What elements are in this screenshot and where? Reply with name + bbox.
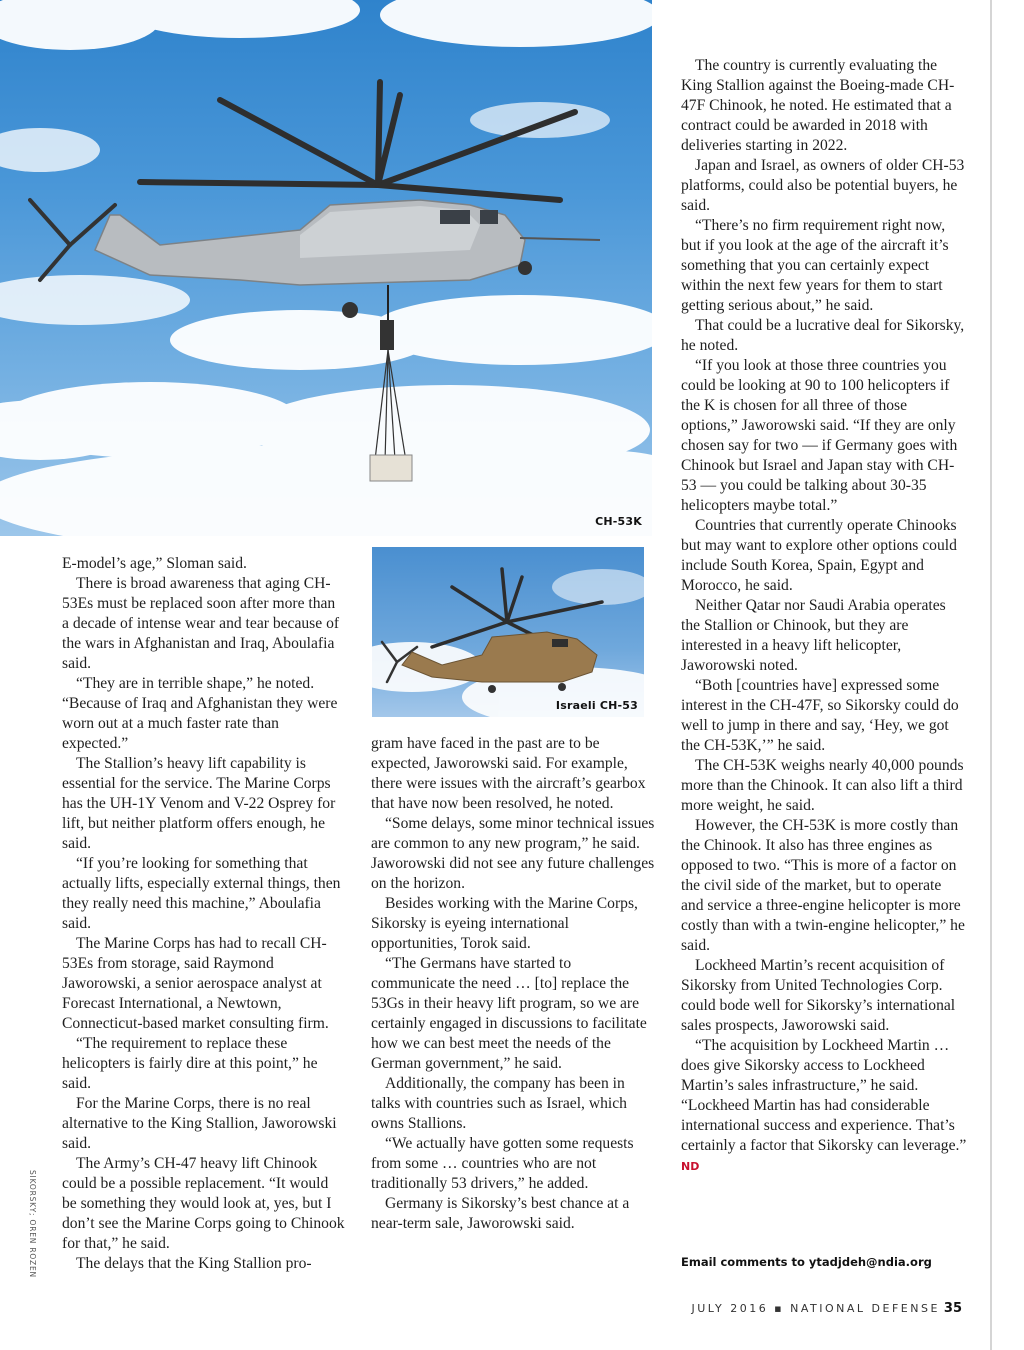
- photo-credit-text: SIKORSKY; OREN ROZEN: [28, 1170, 37, 1278]
- paragraph: The Stallion’s heavy lift capability is essential for the service. The Marine Corps has the UH-1Y Venom and V-22 Osprey for lift, but neither platform offers enough, he said.: [62, 755, 336, 852]
- paragraph: “Both [countries have] expressed some interest in the CH-47F, so Sikorsky could do well to jump in there and say, ‘Hey, we got the CH-53K,’” he said.: [681, 677, 959, 754]
- paragraph: E-model’s age,” Sloman said.: [62, 555, 247, 572]
- page-number: 35: [943, 1301, 962, 1316]
- inset-photo-illustration: [372, 547, 644, 717]
- article-column-1: [62, 554, 346, 1274]
- paragraph-text: “The acquisition by Lockheed Martin … does give Sikorsky access to Lockheed Martin’s sales infrastructure,” he said. “Lockheed Martin has had considerable international success and experience. That’s certainly a factor that Sikorsky can leverage.”: [681, 1037, 967, 1154]
- paragraph: “We actually have gotten some requests from some … countries who are not traditionally 53 drivers,” he added.: [371, 1135, 634, 1192]
- paragraph: Additionally, the company has been in talks with countries such as Israel, which owns Stallions.: [371, 1075, 627, 1132]
- paragraph: Countries that currently operate Chinooks but may want to explore other options could include South Korea, Spain, Egypt and Morocco, he said.: [681, 517, 957, 594]
- email-comments-line: Email comments to ytadjdeh@ndia.org: [681, 1255, 932, 1269]
- paragraph: There is broad awareness that aging CH-53Es must be replaced soon after more than a decade of intense wear and tear because of the wars in Afghanistan and Iraq, Aboulafia said.: [62, 575, 340, 672]
- paragraph: The Marine Corps has had to recall CH-53Es from storage, said Raymond Jaworowski, a senior aerospace analyst at Forecast International, a Newtown, Connecticut-based market consulting firm.: [62, 935, 329, 1032]
- paragraph: The delays that the King Stallion pro-: [76, 1255, 312, 1272]
- inset-photo: [372, 547, 644, 717]
- paragraph: However, the CH-53K is more costly than the Chinook. It also has three engines as opposed to two. “This is more of a factor on the civil side of the market, but to operate and service a three-engine helicopter is more costly than with a twin-engine helicopter,” he said.: [681, 817, 965, 954]
- paragraph: Besides working with the Marine Corps, Sikorsky is eyeing international opportunities, Torok said.: [371, 895, 638, 952]
- paragraph: Neither Qatar nor Saudi Arabia operates the Stallion or Chinook, but they are interested in a heavy lift helicopter, Jaworowski noted.: [681, 597, 946, 674]
- paragraph: “There’s no firm requirement right now, but if you look at the age of the aircraft it’s something that you can certainly expect within the next few years for them to start getting serious about,” he said.: [681, 217, 949, 314]
- last-paragraph: [681, 1036, 967, 1177]
- paragraph: “The requirement to replace these helicopters is fairly dire at this point,” he said.: [62, 1035, 318, 1092]
- paragraph: The CH-53K weighs nearly 40,000 pounds more than the Chinook. It can also lift a third more weight, he said.: [681, 757, 964, 814]
- paragraph: “Some delays, some minor technical issues are common to any new program,” he said. Jaworowski did not see any future challenges on the horizon.: [371, 815, 655, 892]
- paragraph: That could be a lucrative deal for Sikorsky, he noted.: [681, 317, 965, 354]
- main-photo-illustration: [0, 0, 652, 536]
- inset-photo-caption: Israeli CH-53: [555, 699, 638, 712]
- page-footer: [692, 1301, 962, 1316]
- paragraph: Japan and Israel, as owners of older CH-53 platforms, could also be potential buyers, he said.: [681, 157, 965, 214]
- page-edge-rule: [990, 0, 992, 1350]
- main-photo: [0, 0, 652, 536]
- main-photo-caption: CH-53K: [595, 515, 642, 528]
- article-column-2: [371, 734, 657, 1234]
- photo-credit: [27, 1170, 37, 1278]
- paragraph: For the Marine Corps, there is no real alternative to the King Stallion, Jaworowski said.: [62, 1095, 337, 1152]
- paragraph: The Army’s CH-47 heavy lift Chinook could be a possible replacement. “It would be something they would look at, yes, but I don’t see the Marine Corps going to Chinook for that,” he said.: [62, 1155, 345, 1252]
- paragraph: gram have faced in the past are to be expected, Jaworowski said. For example, there were issues with the aircraft’s gearbox that have now been resolved, he noted.: [371, 735, 646, 812]
- paragraph: “The Germans have started to communicate the need … [to] replace the 53Gs in their heavy lift program, so we are certainly engaged in discussions to facilitate how we can best meet the needs of the German government,” he said.: [371, 955, 647, 1072]
- paragraph: Germany is Sikorsky’s best chance at a near-term sale, Jaworowski said.: [371, 1195, 630, 1232]
- article-column-3: [681, 56, 967, 1177]
- footer-text: JULY 2016 ▪ NATIONAL DEFENSE: [691, 1302, 940, 1315]
- paragraph: The country is currently evaluating the King Stallion against the Boeing-made CH-47F Chinook, he noted. He estimated that a contract could be awarded in 2018 with deliveries starting in 2022.: [681, 57, 955, 154]
- paragraph: “They are in terrible shape,” he noted. “Because of Iraq and Afghanistan they were worn out at a much faster rate than expected.”: [62, 675, 338, 752]
- paragraph: Lockheed Martin’s recent acquisition of Sikorsky from United Technologies Corp. could bode well for Sikorsky’s international sales prospects, Jaworowski said.: [681, 957, 956, 1034]
- end-mark: ND: [681, 1160, 700, 1173]
- paragraph: “If you look at those three countries you could be looking at 90 to 100 helicopters if the K is chosen for all three of those options,” Jaworowski said. “If they are only chosen say for two — if Germany goes with Chinook but Israel and Japan stay with CH-53 — you could be talking about 30-35 helicopters maybe total.”: [681, 357, 958, 514]
- paragraph: “If you’re looking for something that actually lifts, especially external things, then they really need this machine,” Aboulafia said.: [62, 855, 341, 932]
